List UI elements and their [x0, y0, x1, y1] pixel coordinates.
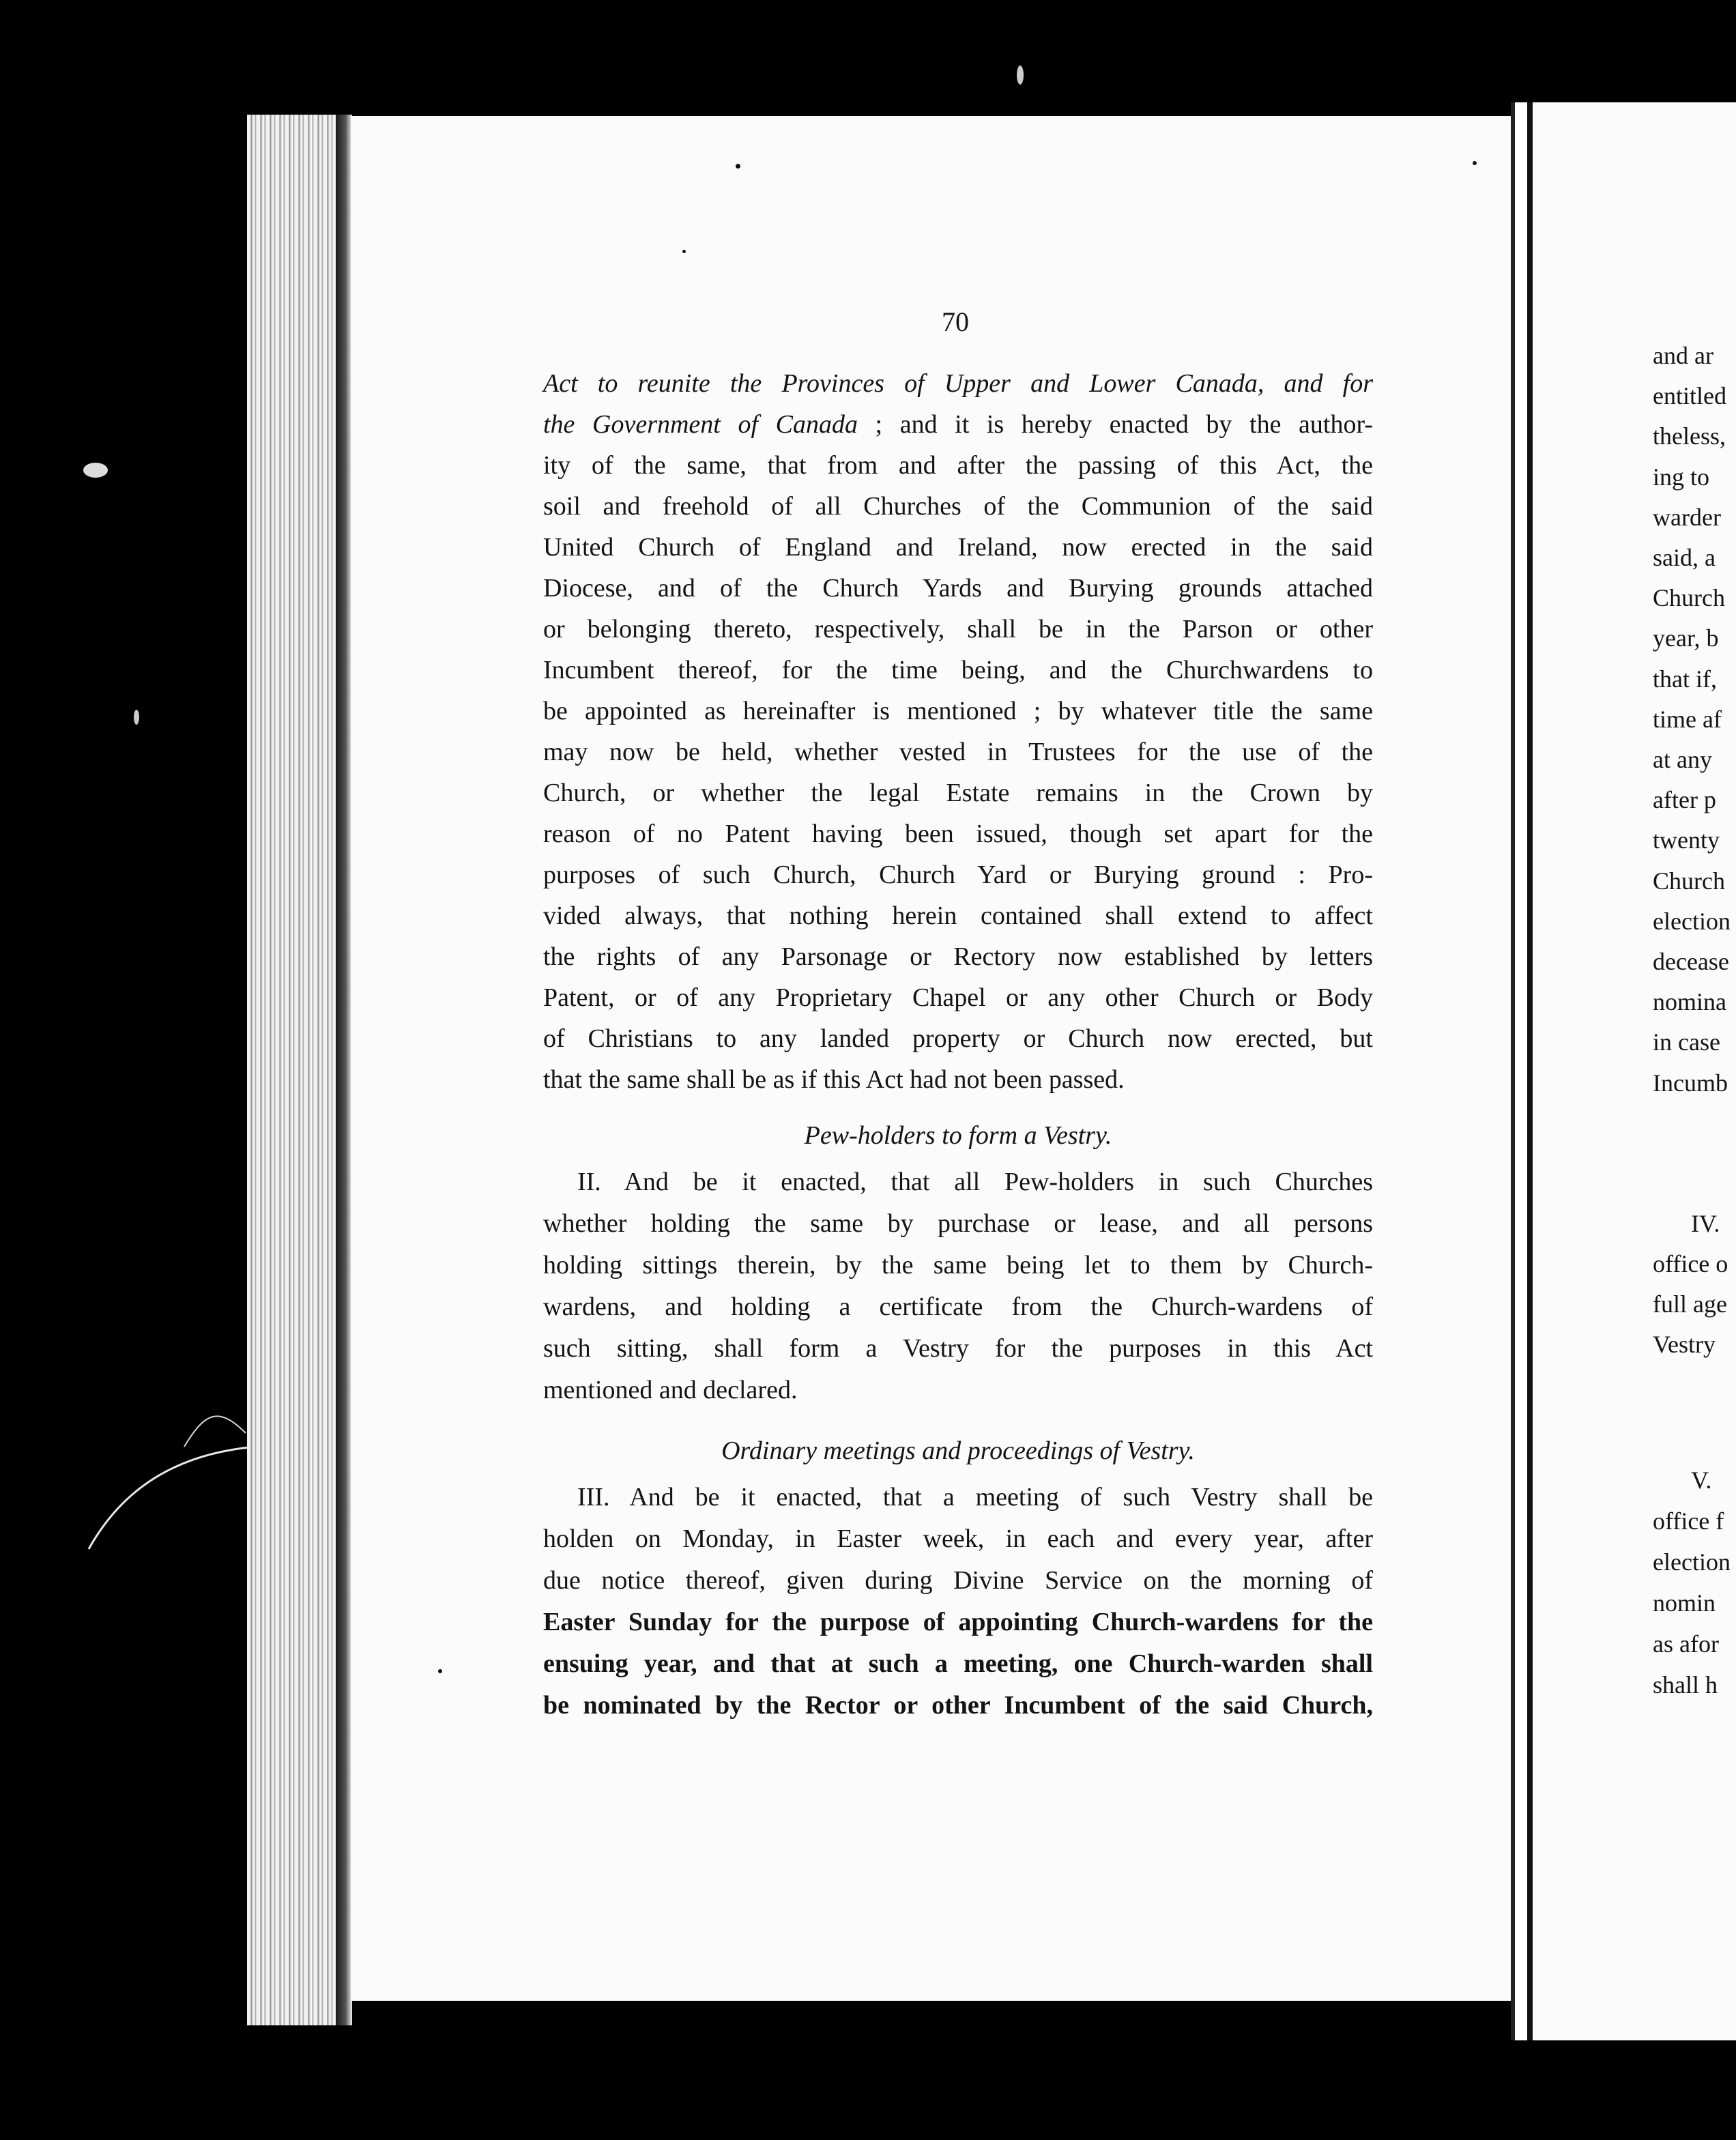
text-line: Diocese, and of the Church Yards and Burying grounds attached: [543, 574, 1373, 603]
right-page-line: that if,: [1653, 665, 1717, 693]
text-line: be appointed as hereinafter is mentioned ; by whatever title the same: [543, 697, 1373, 725]
text-line: Act to reunite the Provinces of Upper and Lower Canada, and for: [543, 369, 1373, 398]
section-heading-ordinary-meetings: Ordinary meetings and proceedings of Vestry.: [721, 1436, 1195, 1465]
page-edge-shadow: [336, 115, 352, 2025]
text-line: vided always, that nothing herein contained shall extend to affect: [543, 901, 1373, 930]
right-page-line: and ar: [1653, 342, 1713, 369]
right-page-line: election: [1653, 1548, 1731, 1576]
text-line: ensuing year, and that at such a meeting, one Church-warden shall: [543, 1649, 1373, 1678]
right-page-line: V.: [1691, 1466, 1712, 1494]
right-page-line: time af: [1653, 705, 1722, 733]
text-line: Easter Sunday for the purpose of appointing Church-wardens for the: [543, 1608, 1373, 1636]
dust-speck: [134, 710, 139, 725]
right-page-line: warder: [1653, 503, 1721, 531]
right-page-line: year, b: [1653, 624, 1719, 652]
text-line: holden on Monday, in Easter week, in each and every year, after: [543, 1524, 1373, 1553]
text-line: such sitting, shall form a Vestry for the purposes in this Act: [543, 1334, 1373, 1363]
right-page-line: Church: [1653, 867, 1725, 895]
text-line: be nominated by the Rector or other Incumbent of the said Church,: [543, 1691, 1373, 1720]
text-line: that the same shall be as if this Act had not been passed.: [543, 1065, 1125, 1094]
right-page-line: Incumb: [1653, 1069, 1728, 1097]
text-line: whether holding the same by purchase or lease, and all persons: [543, 1209, 1373, 1238]
book-page-edges: [247, 115, 336, 2025]
right-page-line: at any: [1653, 746, 1712, 773]
right-page-line: Vestry: [1653, 1331, 1716, 1358]
right-page-line: ing to: [1653, 463, 1710, 491]
text-line: holding sittings therein, by the same being let to them by Church-: [543, 1251, 1373, 1279]
dust-speck: [682, 250, 686, 253]
dust-speck: [1473, 161, 1477, 165]
right-page-line: decease: [1653, 948, 1729, 975]
right-page-line: theless,: [1653, 422, 1726, 450]
text-line: mentioned and declared.: [543, 1376, 798, 1404]
text-line: the rights of any Parsonage or Rectory now established by letters: [543, 942, 1373, 971]
right-page-line: office o: [1653, 1250, 1728, 1277]
right-page-line: shall h: [1653, 1671, 1718, 1698]
right-page-line: nomin: [1653, 1589, 1716, 1617]
dust-speck: [1017, 66, 1024, 85]
right-page-line: nomina: [1653, 988, 1726, 1016]
right-page-line: as afor: [1653, 1630, 1719, 1658]
right-page-line: IV.: [1691, 1210, 1720, 1237]
text-line: may now be held, whether vested in Trustees for the use of the: [543, 738, 1373, 766]
right-page-line: twenty: [1653, 826, 1720, 854]
right-page-line: in case: [1653, 1028, 1720, 1056]
text-line: the Government of Canada ; and it is hereby enacted by the author-: [543, 410, 1373, 439]
text-line: Patent, or of any Proprietary Chapel or any other Church or Body: [543, 983, 1373, 1012]
right-page-line: after p: [1653, 786, 1716, 814]
text-line: Incumbent thereof, for the time being, and the Churchwardens to: [543, 656, 1373, 684]
dust-speck: [438, 1669, 442, 1673]
text-line: due notice thereof, given during Divine Service on the morning of: [543, 1566, 1373, 1595]
page-number: 70: [942, 306, 969, 337]
text-line: of Christians to any landed property or Church now erected, but: [543, 1024, 1373, 1053]
right-page-line: election: [1653, 907, 1731, 935]
text-line: ity of the same, that from and after the passing of this Act, the: [543, 451, 1373, 480]
text-line: reason of no Patent having been issued, though set apart for the: [543, 820, 1373, 848]
text-line: wardens, and holding a certificate from the Church-wardens of: [543, 1292, 1373, 1321]
text-line: purposes of such Church, Church Yard or Burying ground : Pro-: [543, 861, 1373, 889]
stray-mark: [82, 1406, 259, 1556]
right-page-line: office f: [1653, 1507, 1724, 1535]
dust-speck: [736, 164, 740, 169]
text-line: United Church of England and Ireland, now erected in the said: [543, 533, 1373, 562]
dust-speck: [83, 463, 108, 478]
text-line: soil and freehold of all Churches of the Communion of the said: [543, 492, 1373, 521]
text-line: II. And be it enacted, that all Pew-holders in such Churches: [577, 1168, 1373, 1196]
text-line: or belonging thereto, respectively, shall be in the Parson or other: [543, 615, 1373, 644]
right-page-line: Church: [1653, 584, 1725, 612]
right-page-line: entitled: [1653, 382, 1726, 410]
text-line: III. And be it enacted, that a meeting of such Vestry shall be: [577, 1483, 1373, 1512]
right-page-line: said, a: [1653, 544, 1716, 571]
text-line: Church, or whether the legal Estate remains in the Crown by: [543, 779, 1373, 807]
section-heading-pew-holders: Pew-holders to form a Vestry.: [804, 1121, 1112, 1150]
right-page-line: full age: [1653, 1290, 1727, 1318]
